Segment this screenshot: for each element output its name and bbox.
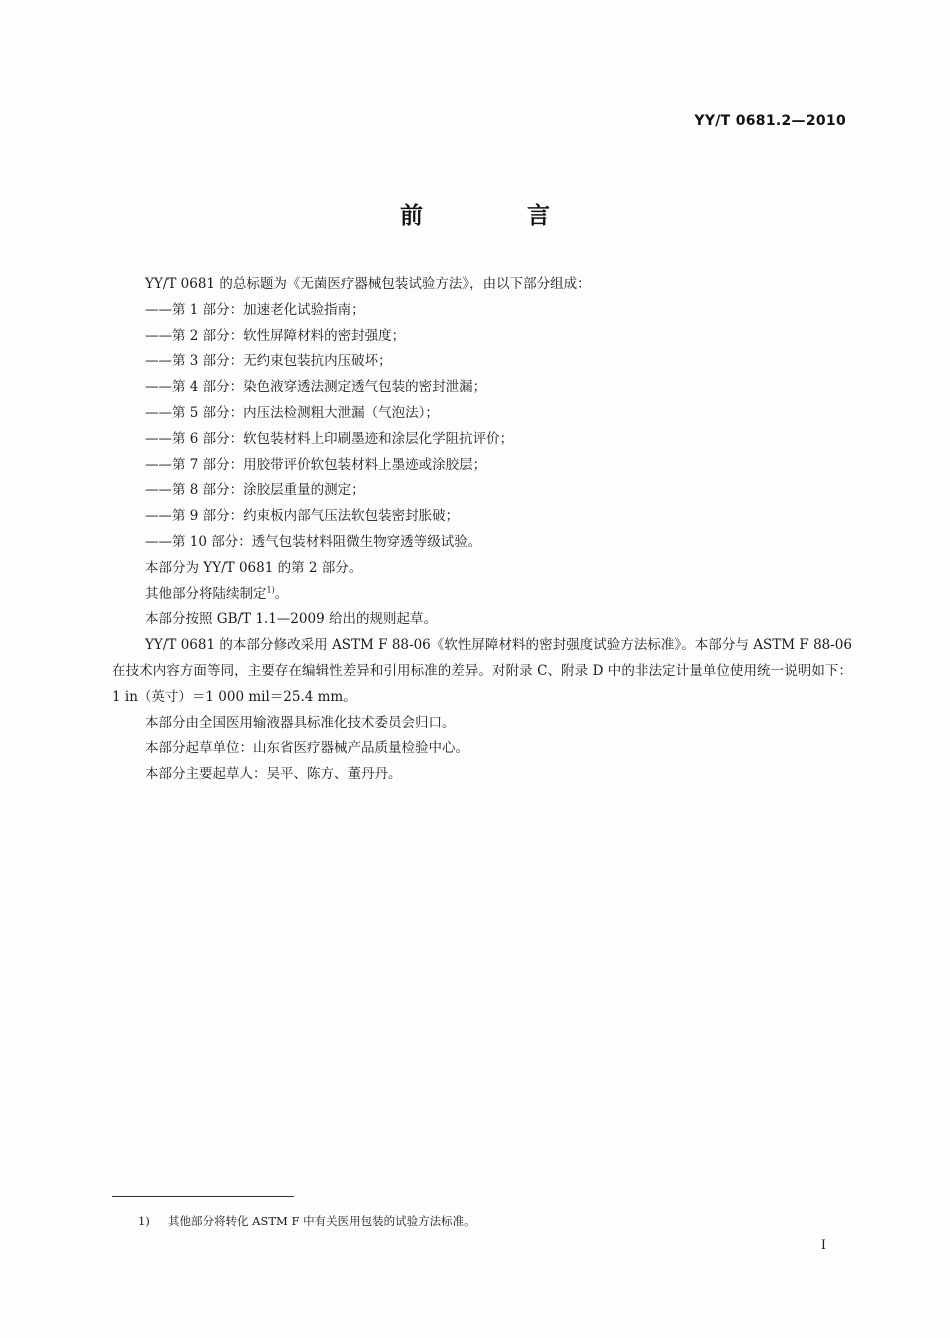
drafters-paragraph: 本部分主要起草人：吴平、陈方、董丹丹。 bbox=[145, 766, 402, 783]
footnote bbox=[138, 1213, 476, 1229]
other-parts-paragraph bbox=[112, 582, 852, 608]
list-item: ——第 10 部分：透气包装材料阻微生物穿透等级试验。 bbox=[145, 533, 482, 550]
list-item: ——第 9 部分：约束板内部气压法软包装密封胀破； bbox=[145, 508, 460, 525]
list-item: ——第 7 部分：用胶带评价软包装材料上墨迹或涂胶层； bbox=[145, 456, 487, 473]
footnote-reference: 1) bbox=[266, 585, 275, 595]
list-item: ——第 3 部分：无约束包装抗内压破坏； bbox=[145, 353, 392, 370]
page-number: I bbox=[820, 1238, 826, 1253]
footnote-mark: 1) bbox=[138, 1214, 150, 1228]
other-parts-end: 。 bbox=[274, 585, 289, 602]
foreword-body bbox=[112, 272, 852, 788]
document-number: YY/T 0681.2—2010 bbox=[694, 113, 846, 129]
list-item: ——第 6 部分：软包装材料上印刷墨迹和涂层化学阻抗评价； bbox=[145, 430, 514, 447]
page-title: 前 言 bbox=[399, 203, 598, 229]
parts-list bbox=[112, 298, 852, 556]
list-item: ——第 1 部分：加速老化试验指南； bbox=[145, 301, 365, 318]
list-item: ——第 2 部分：软性屏障材料的密封强度； bbox=[145, 327, 406, 344]
adoption-paragraph: YY/T 0681 的本部分修改采用 ASTM F 88-06《软性屏障材料的密封强度试验方法标准》。本部分与 ASTM F 88-06 在技术内容方面等同，主要存在编辑性差异和引用标准的差异。对附录 C、附录 D 中的非法定计量单位使用统一说明如下：1 in（英寸）＝1 000 mil＝25.4 mm。 bbox=[112, 637, 852, 705]
drafting-unit-paragraph: 本部分起草单位：山东省医疗器械产品质量检验中心。 bbox=[145, 740, 469, 757]
intro-paragraph: YY/T 0681 的总标题为《无菌医疗器械包装试验方法》，由以下部分组成： bbox=[145, 276, 591, 292]
committee-paragraph: 本部分由全国医用输液器具标准化技术委员会归口。 bbox=[145, 714, 456, 731]
footnote-text: 其他部分将转化 ASTM F 中有关医用包装的试验方法标准。 bbox=[168, 1214, 476, 1228]
list-item: ——第 5 部分：内压法检测粗大泄漏（气泡法）； bbox=[145, 404, 439, 421]
footnote-divider bbox=[112, 1196, 294, 1197]
drafting-rules-paragraph: 本部分按照 GB/T 1.1—2009 给出的规则起草。 bbox=[145, 611, 437, 628]
this-part-paragraph: 本部分为 YY/T 0681 的第 2 部分。 bbox=[145, 559, 363, 576]
list-item: ——第 8 部分：涂胶层重量的测定； bbox=[145, 482, 365, 499]
list-item: ——第 4 部分：染色液穿透法测定透气包装的密封泄漏； bbox=[145, 379, 487, 396]
other-parts-text: 其他部分将陆续制定 bbox=[145, 585, 267, 602]
